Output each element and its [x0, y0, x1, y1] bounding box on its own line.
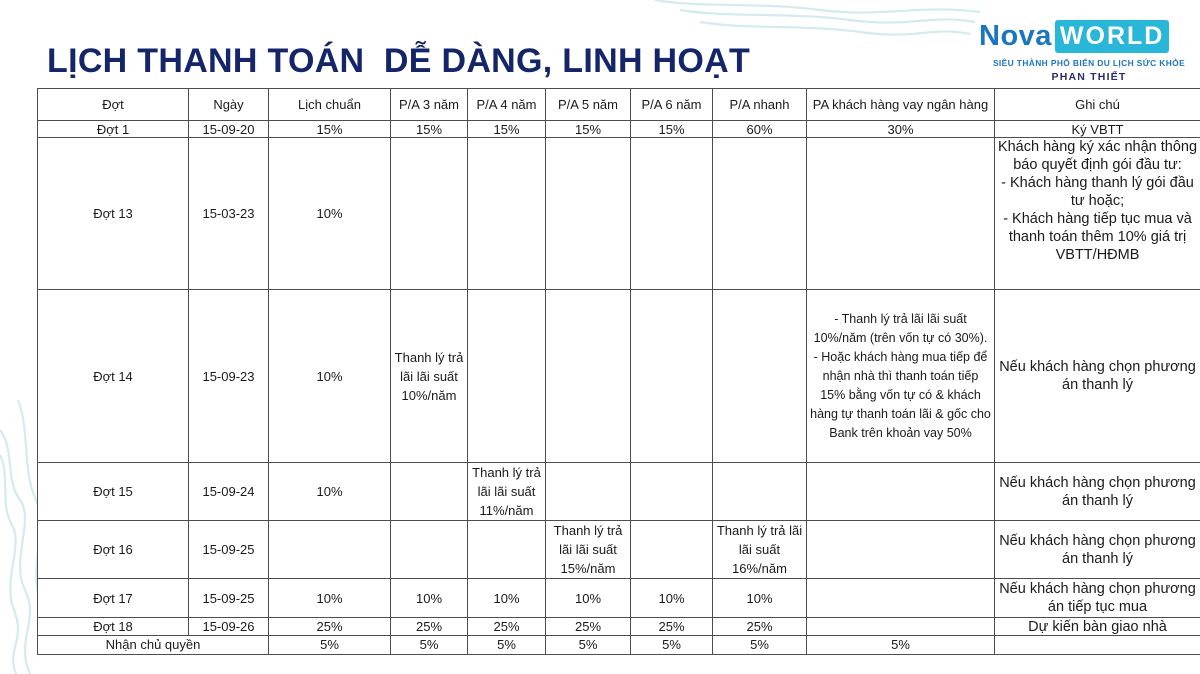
cell-pa-4-nam: 5% [468, 636, 546, 655]
cell-pa-3-nam: 25% [391, 618, 468, 636]
cell-pa-nhanh: 5% [713, 636, 807, 655]
cell-dot: Đợt 13 [38, 138, 189, 290]
table-row [38, 138, 1200, 290]
cell-pa-nhanh [713, 290, 807, 463]
cell-pa-6-nam: 10% [631, 579, 713, 618]
cell-ghi-chu: Ký VBTT [995, 121, 1200, 138]
logo-wordmark [979, 16, 1169, 56]
table-row [38, 579, 1200, 618]
cell-pa-5-nam [546, 138, 631, 290]
cell-lich-chuan: 15% [269, 121, 391, 138]
cell-pa-6-nam [631, 463, 713, 521]
cell-pa-3-nam: 5% [391, 636, 468, 655]
logo-tagline: SIÊU THÀNH PHỐ BIỂN DU LỊCH SỨC KHỎE [992, 58, 1186, 68]
cell-ghi-chu: Nếu khách hàng chọn phương án thanh lý [995, 521, 1200, 579]
header-pa-4-nam: P/A 4 năm [468, 89, 546, 121]
cell-pa-bank [807, 463, 995, 521]
cell-pa-3-nam [391, 521, 468, 579]
cell-pa-3-nam [391, 463, 468, 521]
cell-dot: Đợt 14 [38, 290, 189, 463]
cell-dot: Đợt 18 [38, 618, 189, 636]
cell-pa-nhanh [713, 138, 807, 290]
table-row [38, 290, 1200, 463]
page-title: LỊCH THANH TOÁN DỄ DÀNG, LINH HOẠT [47, 42, 751, 80]
cell-pa-5-nam: 10% [546, 579, 631, 618]
table-header-row [38, 89, 1200, 121]
cell-pa-3-nam: Thanh lý trả lãi lãi suất 10%/năm [391, 290, 468, 463]
cell-nhan-chu-quyen: Nhận chủ quyền [38, 636, 269, 655]
cell-ghi-chu [995, 636, 1200, 655]
table-row [38, 121, 1200, 138]
table-row [38, 463, 1200, 521]
cell-pa-3-nam: 15% [391, 121, 468, 138]
cell-lich-chuan: 10% [269, 579, 391, 618]
cell-ghi-chu: Nếu khách hàng chọn phương án thanh lý [995, 463, 1200, 521]
cell-dot: Đợt 17 [38, 579, 189, 618]
cell-dot: Đợt 15 [38, 463, 189, 521]
cell-pa-5-nam: Thanh lý trả lãi lãi suất 15%/năm [546, 521, 631, 579]
header-ngay: Ngày [189, 89, 269, 121]
cell-pa-bank [807, 618, 995, 636]
cell-pa-bank: - Thanh lý trả lãi lãi suất 10%/năm (trên vốn tự có 30%). - Hoặc khách hàng mua tiếp để nhận nhà thì thanh toán tiếp 15% bằng vốn tự có & khách hàng tự thanh toán lãi & gốc cho Bank trên khoản vay 50% [807, 290, 995, 463]
logo-location: PHAN THIẾT [1051, 71, 1127, 83]
cell-ngay: 15-09-24 [189, 463, 269, 521]
cell-pa-4-nam [468, 521, 546, 579]
logo-nova-text: Nova [979, 19, 1052, 52]
cell-ngay: 15-09-25 [189, 521, 269, 579]
cell-ghi-chu: Nếu khách hàng chọn phương án thanh lý [995, 290, 1200, 463]
cell-pa-5-nam: 5% [546, 636, 631, 655]
cell-ghi-chu: Nếu khách hàng chọn phương án tiếp tục mua [995, 579, 1200, 618]
cell-pa-nhanh [713, 463, 807, 521]
cell-pa-bank: 5% [807, 636, 995, 655]
header-dot: Đợt [38, 89, 189, 121]
cell-pa-4-nam: 10% [468, 579, 546, 618]
cell-pa-6-nam: 25% [631, 618, 713, 636]
cell-pa-nhanh: Thanh lý trả lãi lãi suất 16%/năm [713, 521, 807, 579]
cell-ngay: 15-09-26 [189, 618, 269, 636]
cell-ghi-chu: Khách hàng ký xác nhận thông báo quyết định gói đầu tư: - Khách hàng thanh lý gói đầu tư hoặc; - Khách hàng tiếp tục mua và thanh toán thêm 10% giá trị VBTT/HĐMB [995, 138, 1200, 290]
novaworld-logo [975, 14, 1197, 86]
header-pa-bank: PA khách hàng vay ngân hàng [807, 89, 995, 121]
cell-pa-6-nam [631, 290, 713, 463]
cell-dot: Đợt 1 [38, 121, 189, 138]
cell-pa-3-nam [391, 138, 468, 290]
table-row [38, 636, 1200, 655]
header-ghi-chu: Ghi chú [995, 89, 1200, 121]
cell-pa-4-nam: 15% [468, 121, 546, 138]
cell-ngay: 15-09-25 [189, 579, 269, 618]
cell-pa-4-nam: Thanh lý trả lãi lãi suất 11%/năm [468, 463, 546, 521]
table-row [38, 521, 1200, 579]
cell-pa-bank [807, 138, 995, 290]
cell-pa-5-nam [546, 290, 631, 463]
cell-lich-chuan [269, 521, 391, 579]
cell-pa-nhanh: 10% [713, 579, 807, 618]
payment-schedule-table [37, 88, 1200, 655]
table-row [38, 618, 1200, 636]
cell-lich-chuan: 10% [269, 138, 391, 290]
cell-pa-4-nam [468, 290, 546, 463]
logo-world-text: WORLD [1055, 20, 1169, 53]
cell-pa-3-nam: 10% [391, 579, 468, 618]
cell-lich-chuan: 10% [269, 290, 391, 463]
cell-dot: Đợt 16 [38, 521, 189, 579]
cell-pa-nhanh: 60% [713, 121, 807, 138]
header-lich-chuan: Lịch chuẩn [269, 89, 391, 121]
cell-pa-5-nam: 25% [546, 618, 631, 636]
cell-pa-nhanh: 25% [713, 618, 807, 636]
cell-pa-4-nam: 25% [468, 618, 546, 636]
cell-ngay: 15-03-23 [189, 138, 269, 290]
cell-pa-bank [807, 521, 995, 579]
cell-lich-chuan: 25% [269, 618, 391, 636]
cell-pa-6-nam: 15% [631, 121, 713, 138]
cell-lich-chuan: 10% [269, 463, 391, 521]
cell-pa-5-nam [546, 463, 631, 521]
cell-pa-6-nam: 5% [631, 636, 713, 655]
cell-pa-6-nam [631, 521, 713, 579]
cell-pa-bank [807, 579, 995, 618]
header-pa-3-nam: P/A 3 năm [391, 89, 468, 121]
cell-lich-chuan: 5% [269, 636, 391, 655]
header-pa-5-nam: P/A 5 năm [546, 89, 631, 121]
cell-ngay: 15-09-23 [189, 290, 269, 463]
header-pa-6-nam: P/A 6 năm [631, 89, 713, 121]
cell-ghi-chu: Dự kiến bàn giao nhà [995, 618, 1200, 636]
cell-ngay: 15-09-20 [189, 121, 269, 138]
cell-pa-6-nam [631, 138, 713, 290]
cell-pa-4-nam [468, 138, 546, 290]
cell-pa-5-nam: 15% [546, 121, 631, 138]
cell-pa-bank: 30% [807, 121, 995, 138]
header-pa-nhanh: P/A nhanh [713, 89, 807, 121]
